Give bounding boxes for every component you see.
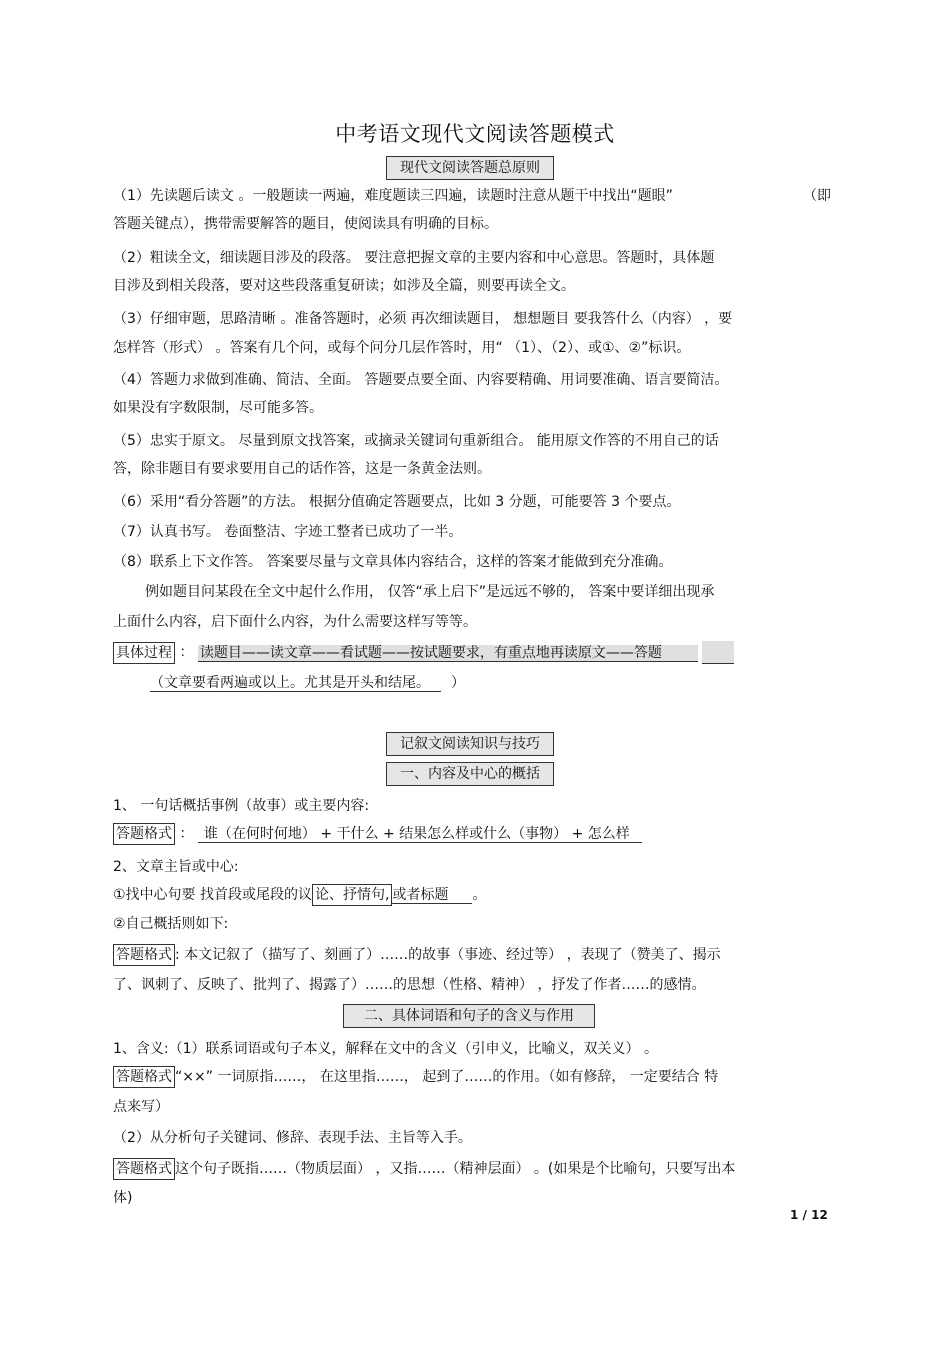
format-3-line-1: “××” 一词原指……， 在这里指……， 起到了……的作用。（如有修辞， 一定要结合 特: [175, 1069, 719, 1085]
process-grey-box: [702, 641, 734, 664]
format-label: 答题格式: [113, 823, 175, 845]
section-heading-narrative: 记叙文阅读知识与技巧: [386, 732, 554, 756]
item-2-1-end: 。: [472, 887, 487, 903]
item-2-1-suffix: 或者标题: [392, 887, 472, 904]
colon: ：: [179, 826, 194, 842]
format-row-3: [113, 1066, 718, 1088]
colon: :: [175, 947, 180, 963]
paragraph-2-line-1: （2）粗读全文，细读题目涉及的段落。 要注意把握文章的主要内容和中心意思。答题时，具体题: [113, 250, 715, 266]
paragraph-1-line-1-end: （即: [803, 188, 831, 204]
format-label: 答题格式: [113, 1158, 175, 1180]
subheading-word-meaning: 二、具体词语和句子的含义与作用: [343, 1004, 595, 1028]
item-3: 1、含义:（1）联系词语或句子本义，解释在文中的含义（引申义，比喻义，双关义） 。: [113, 1041, 658, 1057]
process-row: [113, 641, 734, 664]
process-note-end: ）: [451, 675, 465, 691]
paragraph-3-line-1: （3）仔细审题，思路清晰 。准备答题时，必须 再次细读题目， 想想题目 要我答什么（内容） ，要: [113, 311, 733, 327]
format-4-line-2: 体): [113, 1190, 133, 1206]
paragraph-6-line-1: （6）采用“看分答题”的方法。 根据分值确定答题要点，比如 3 分题，可能要答 3 个要点。: [113, 494, 681, 510]
paragraph-4-line-2: 如果没有字数限制，尽可能多答。: [113, 400, 323, 416]
paragraph-text: （1）先读题后读文 。一般题读一两遍，难度题读三四遍，读题时注意从题干中找出“题眼”: [113, 188, 673, 204]
item-2-1-boxed: 论、抒情句,: [312, 884, 392, 906]
paragraph-4-line-1: （4）答题力求做到准确、简洁、全面。 答题要点要全面、内容要精确、用词要准确、语言要简洁。: [113, 372, 729, 388]
paragraph-3-line-2: 怎样答（形式） 。答案有几个问，或每个问分几层作答时，用“ （1）、（2）、或①、②”标识。: [113, 340, 691, 356]
format-3-line-2: 点来写）: [113, 1099, 169, 1115]
format-label: 答题格式: [113, 1066, 175, 1088]
paragraph-5-line-2: 答，除非题目有要求要用自己的话作答，这是一条黄金法则。: [113, 461, 491, 477]
paragraph-9-line-2: 上面什么内容，启下面什么内容，为什么需要这样写等等。: [113, 614, 477, 630]
item-2-1-prefix: ①找中心句要 找首段或尾段的议: [113, 887, 313, 903]
process-text: 读题目——读文章——看试题——按试题要求，有重点地再读原文——答题: [198, 645, 698, 662]
section-heading-principles: 现代文阅读答题总原则: [386, 156, 554, 180]
paragraph-8-line-1: （8）联系上下文作答。 答案要尽量与文章具体内容结合，这样的答案才能做到充分准确。: [113, 554, 673, 570]
process-note-row: [150, 673, 465, 693]
format-row-4: [113, 1158, 735, 1180]
item-2: 2、文章主旨或中心:: [113, 859, 239, 875]
item-2-2: ②自己概括则如下:: [113, 916, 229, 932]
page-number: 1 / 12: [790, 1208, 828, 1222]
page-title: 中考语文现代文阅读答题模式: [335, 122, 615, 146]
item-4: （2）从分析句子关键词、修辞、表现手法、主旨等入手。: [113, 1130, 472, 1146]
paragraph-1-line-2: 答题关键点），携带需要解答的题目，使阅读具有明确的目标。: [113, 216, 498, 232]
format-4-line-1: 这个句子既指……（物质层面） ，又指……（精神层面） 。(如果是个比喻句，只要写出本: [175, 1161, 736, 1177]
process-label: 具体过程: [113, 642, 175, 664]
paragraph-1-line-1: [113, 186, 673, 206]
process-note: （文章要看两遍或以上。尤其是开头和结尾。: [150, 675, 441, 692]
colon: ：: [179, 644, 194, 661]
format-1-text: 谁（在何时何地） + 干什么 + 结果怎么样或什么（事物） + 怎么样: [198, 826, 642, 843]
format-2-line-1: 本文记叙了（描写了、刻画了）……的故事（事迹、经过等） ，表现了（赞美了、揭示: [184, 947, 721, 963]
format-row-2: [113, 944, 721, 966]
item-1: 1、 一句话概括事例（故事）或主要内容:: [113, 798, 370, 814]
paragraph-9-line-1: 例如题目问某段在全文中起什么作用， 仅答“承上启下”是远远不够的， 答案中要详细出现承: [145, 584, 715, 600]
item-2-1-row: [113, 884, 486, 906]
subheading-content-summary: 一、内容及中心的概括: [386, 762, 554, 786]
format-2-line-2: 了、讽刺了、反映了、批判了、揭露了）……的思想（性格、精神） ，抒发了作者……的感情。: [113, 977, 706, 993]
format-label: 答题格式: [113, 944, 175, 966]
paragraph-5-line-1: （5）忠实于原文。 尽量到原文找答案，或摘录关键词句重新组合。 能用原文作答的不用自己的话: [113, 433, 719, 449]
format-row-1: [113, 823, 642, 845]
paragraph-2-line-2: 目涉及到相关段落，要对这些段落重复研读；如涉及全篇，则要再读全文。: [113, 278, 575, 294]
paragraph-7-line-1: （7）认真书写。 卷面整洁、字迹工整者已成功了一半。: [113, 524, 463, 540]
